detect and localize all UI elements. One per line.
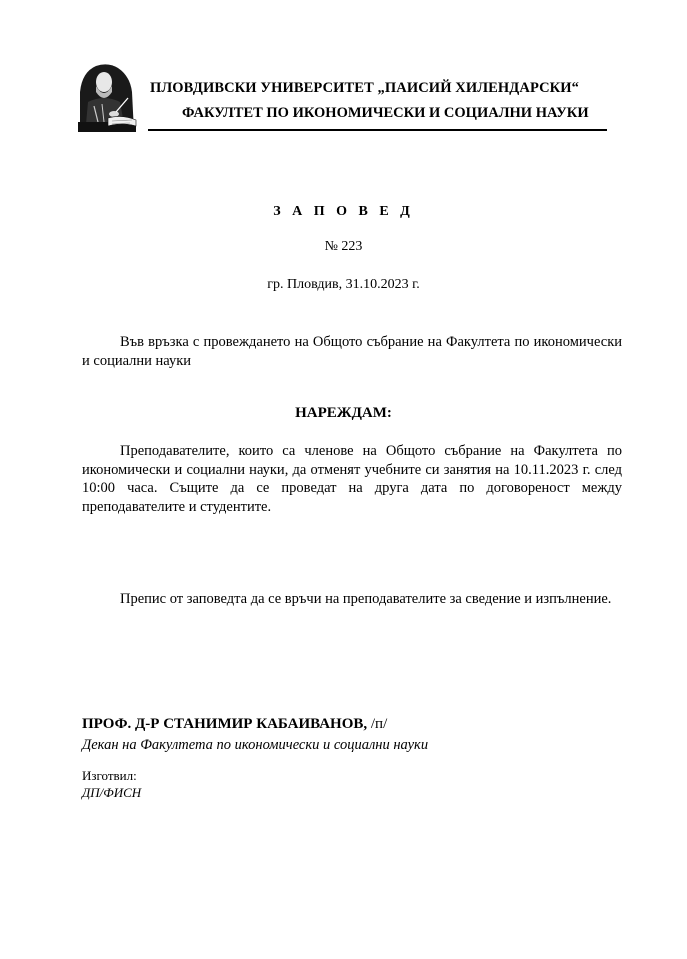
header-divider — [148, 129, 607, 131]
signatory-role: Декан на Факултета по икономически и социални науки — [82, 737, 429, 753]
signatory-name: ПРОФ. Д-Р СТАНИМИР КАБАИВАНОВ, — [82, 716, 368, 732]
university-name: ПЛОВДИВСКИ УНИВЕРСИТЕТ „ПАИСИЙ ХИЛЕНДАРСКИ“ — [150, 80, 579, 96]
prepared-by: ДП/ФИСН — [82, 785, 142, 800]
copy-note-paragraph: Препис от заповедта да се връчи на преподавателите за сведение и изпълнение. — [120, 591, 612, 607]
prepared-label: Изготвил: — [82, 768, 137, 783]
order-number: № 223 — [324, 239, 363, 254]
faculty-name: ФАКУЛТЕТ ПО ИКОНОМИЧЕСКИ И СОЦИАЛНИ НАУКИ — [182, 105, 589, 121]
signed-mark: /п/ — [367, 716, 388, 732]
signatory-line — [82, 716, 387, 733]
university-logo-icon — [74, 62, 140, 134]
intro-paragraph: Във връзка с провеждането на Общото събрание на Факултета по икономически и социални науки — [82, 334, 622, 369]
order-place-date: гр. Пловдив, 31.10.2023 г. — [267, 277, 420, 292]
order-heading: НАРЕЖДАМ: — [295, 405, 392, 421]
order-body-paragraph: Преподавателите, които са членове на Общото събрание на Факултета по икономически и социални науки, да отменят учебните си занятия на 10.11.2023 г. след 10:00 часа. Същите да се проведат на друга дата по договореност между преподавателите и студентите. — [82, 443, 622, 515]
order-title: З А П О В Е Д — [273, 204, 414, 219]
